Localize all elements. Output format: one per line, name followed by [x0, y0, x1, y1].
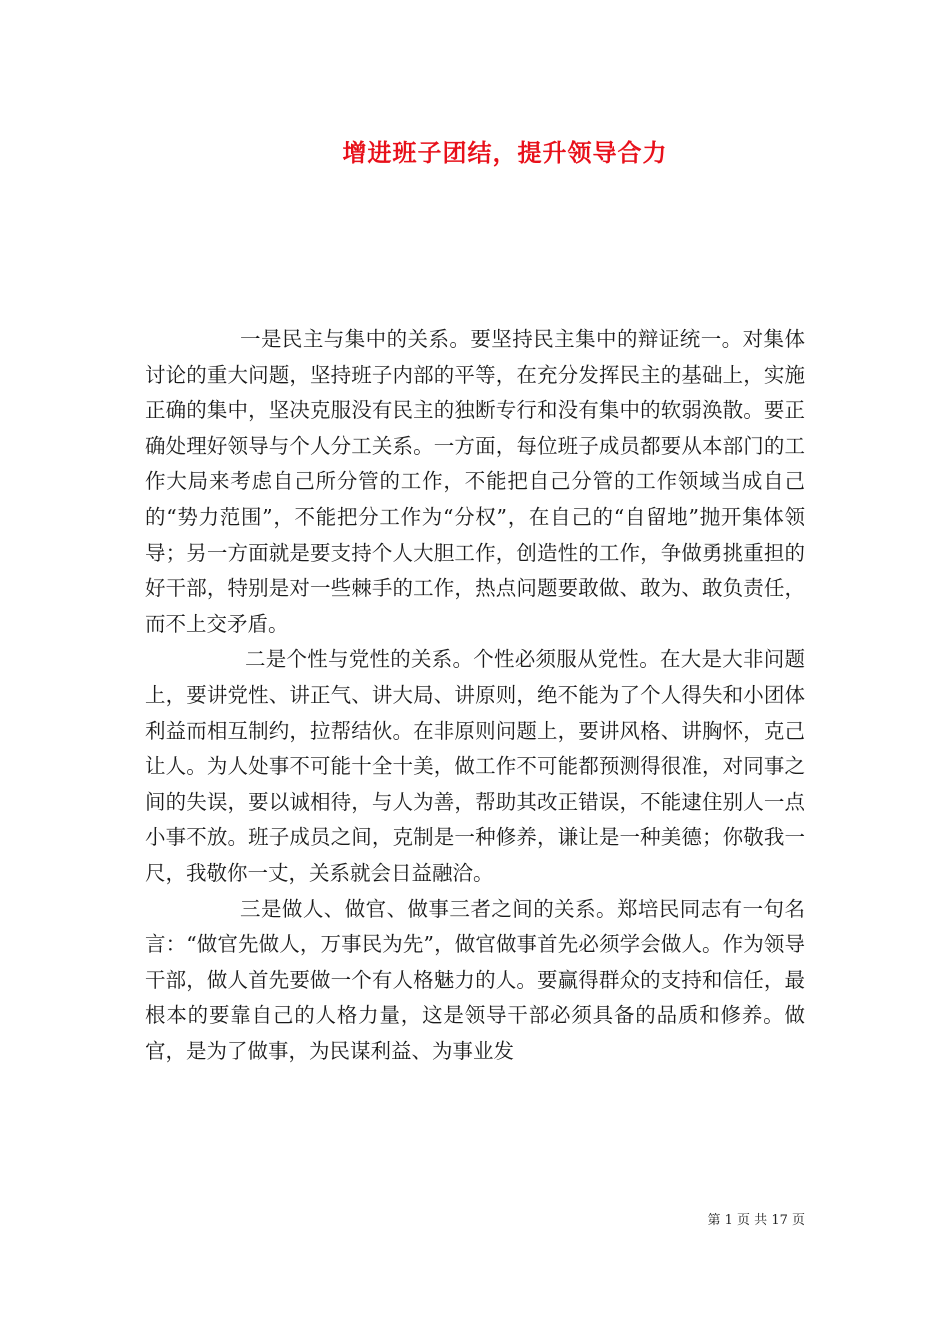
paragraph-personality-party-spirit: 二是个性与党性的关系。个性必须服从党性。在大是大非问题上，要讲党性、讲正气、讲大局、讲原则，绝不能为了个人得失和小团体利益而相互制约，拉帮结伙。在非原则问题上，要讲风格、讲胸怀，克己让人。为人处事不可能十全十美，做工作不可能都预测得很准，对同事之间的失误，要以诚相待，与人为善，帮助其改正错误，不能逮住别人一点小事不放。班子成员之间，克制是一种修养，谦让是一种美德；你敬我一尺，我敬你一丈，关系就会日益融洽。	[145, 647, 805, 885]
paragraph-democracy-centralism: 一是民主与集中的关系。要坚持民主集中的辩证统一。对集体讨论的重大问题，坚持班子内部的平等，在充分发挥民主的基础上，实施正确的集中，坚决克服没有民主的独断专行和没有集中的软弱涣散。要正确处理好领导与个人分工关系。一方面，每位班子成员都要从本部门的工作大局来考虑自己所分管的工作，不能把自己分管的工作领域当成自己的“势力范围”，不能把分工作为“分权”，在自己的“自留地”抛开集体领导；另一方面就是要支持个人大胆工作，创造性的工作，争做勇挑重担的好干部，特别是对一些棘手的工作，热点问题要敢做、敢为、敢负责任，而不上交矛盾。	[145, 327, 805, 636]
document-title: 增进班子团结，提升领导合力	[342, 138, 668, 167]
paragraph-person-official-work: 三是做人、做官、做事三者之间的关系。郑培民同志有一句名言：“做官先做人，万事民为先”，做官做事首先必须学会做人。作为领导干部，做人首先要做一个有人格魅力的人。要赢得群众的支持和信任，最根本的要靠自己的人格力量，这是领导干部必须具备的品质和修养。做官，是为了做事，为民谋利益、为事业发	[145, 896, 805, 1063]
page-number: 第 1 页 共 17 页	[707, 1213, 805, 1228]
document-body	[145, 322, 805, 1069]
